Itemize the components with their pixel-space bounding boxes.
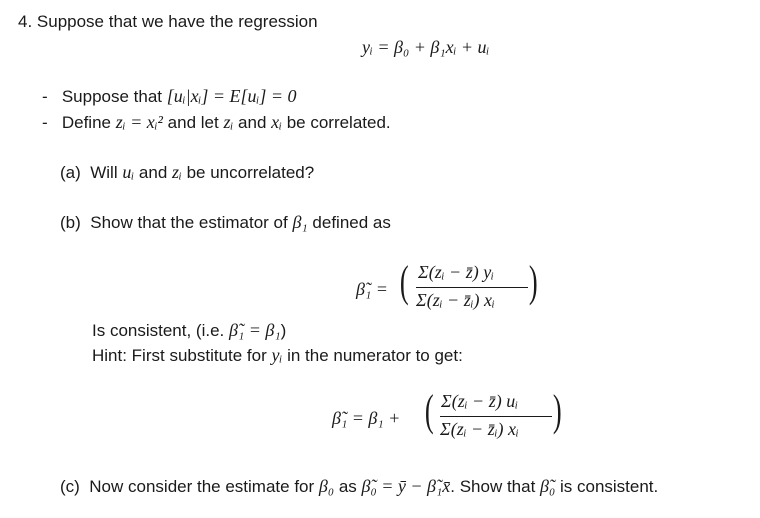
- substitution-lhs: β̃₁ = β₁ +: [332, 408, 401, 428]
- part-label: (b): [60, 213, 81, 232]
- part-text: ): [280, 321, 287, 340]
- bullet-dash: -: [42, 87, 48, 106]
- part-text: as: [334, 477, 362, 496]
- part-text: Now consider the estimate for: [89, 477, 319, 496]
- right-paren: ): [552, 386, 562, 435]
- part-c: [60, 476, 658, 497]
- bullet-text: and: [233, 113, 272, 132]
- part-text: is consistent.: [555, 477, 659, 496]
- fraction-bar: [440, 416, 552, 417]
- bullet-math: zᵢ: [223, 112, 234, 132]
- part-math: β₀: [318, 476, 335, 496]
- part-a: [60, 162, 314, 183]
- part-math: β₁: [292, 212, 308, 232]
- part-text: Is consistent, (i.e.: [92, 321, 229, 340]
- bullet-dash: -: [42, 113, 48, 132]
- part-text: Hint: First substitute for: [92, 346, 272, 365]
- part-math: uᵢ: [122, 162, 135, 182]
- part-text: and: [134, 163, 173, 182]
- part-math: β̃₀: [540, 476, 556, 496]
- bullet-math: xᵢ: [271, 112, 282, 132]
- regression-equation: yᵢ = β₀ + β₁xᵢ + uᵢ: [362, 37, 490, 57]
- bullet-text: Define: [61, 113, 116, 132]
- bullet-2: [42, 112, 391, 133]
- left-paren: (: [399, 257, 409, 306]
- part-math: β̃₁ = β₁: [229, 320, 281, 340]
- estimator-lhs: β̃₁ =: [356, 279, 388, 299]
- substitution-denominator: Σ(zᵢ − z̄ᵢ) xᵢ: [440, 419, 519, 439]
- part-text: Show that the estimator of: [90, 213, 293, 232]
- estimator-numerator: Σ(zᵢ − z̄) yᵢ: [418, 262, 495, 282]
- bullet-text: Suppose that: [61, 87, 167, 106]
- hint-line: [92, 345, 463, 366]
- consistent-line: [92, 320, 286, 341]
- part-math: yᵢ: [271, 345, 283, 365]
- bullet-text: and let: [162, 113, 224, 132]
- estimator-denominator: Σ(zᵢ − z̄ᵢ) xᵢ: [416, 290, 495, 310]
- part-text: . Show that: [450, 477, 541, 496]
- part-text: defined as: [307, 213, 391, 232]
- part-label: (a): [60, 163, 81, 182]
- right-paren: ): [528, 257, 538, 306]
- substitution-numerator: Σ(zᵢ − z̄) uᵢ: [441, 391, 519, 411]
- bullet-math: [uᵢ|xᵢ] = E[uᵢ] = 0: [166, 86, 297, 106]
- fraction-bar: [416, 287, 528, 288]
- bullet-1: [42, 86, 297, 107]
- left-paren: (: [424, 386, 434, 435]
- part-b: [60, 212, 391, 233]
- part-text: in the numerator to get:: [282, 346, 463, 365]
- part-math: β̃₀ = ȳ − β̃₁x̄: [361, 476, 451, 496]
- bullet-text: be correlated.: [281, 113, 391, 132]
- bullet-math: zᵢ = xᵢ²: [115, 112, 163, 132]
- part-math: zᵢ: [172, 162, 182, 182]
- part-text: be uncorrelated?: [181, 163, 315, 182]
- part-label: (c): [60, 477, 80, 496]
- part-text: Will: [90, 163, 123, 182]
- question-header: 4. Suppose that we have the regression: [18, 12, 318, 31]
